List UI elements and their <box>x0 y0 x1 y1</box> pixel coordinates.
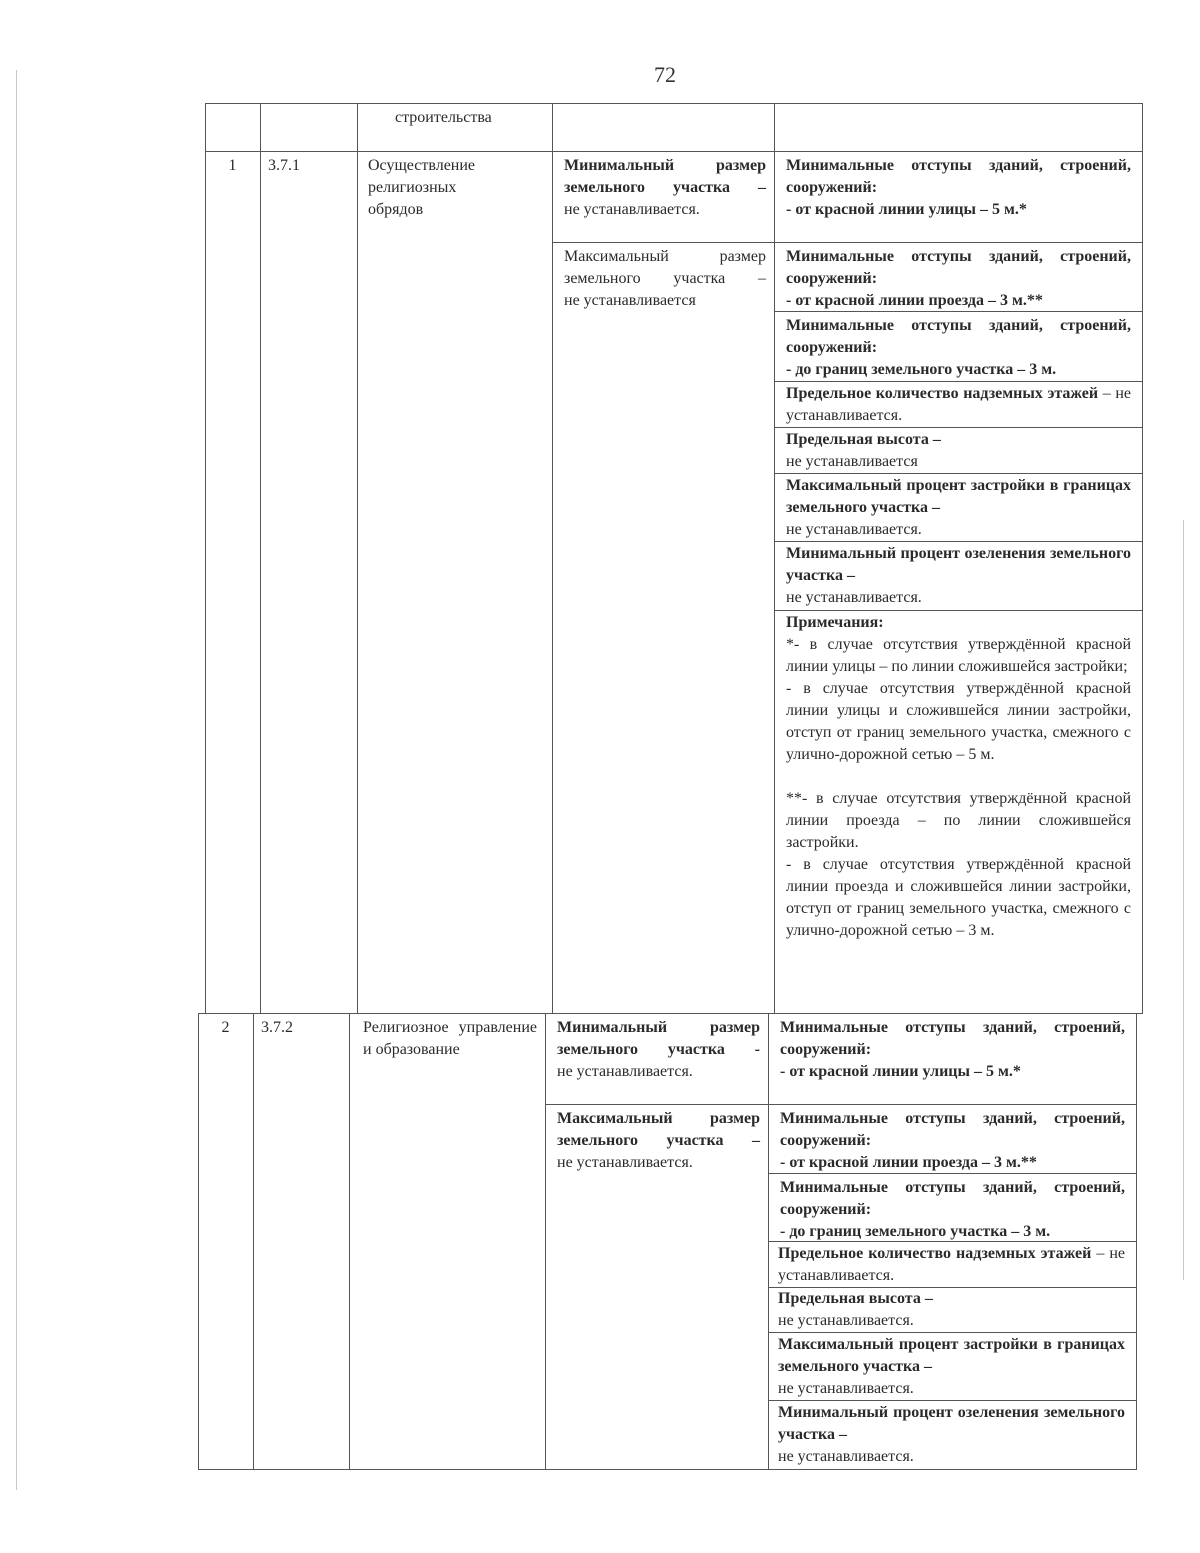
size-title: Минимальный размер земельного участка - <box>557 1019 760 1058</box>
param-value: - до границ земельного участка – 3 м. <box>780 1223 1051 1240</box>
note-spacer <box>786 766 1131 788</box>
continuation-text: строительства <box>395 109 492 126</box>
param-cell <box>774 151 1142 242</box>
notes-cell <box>774 610 1142 1013</box>
param-title: Предельная высота – <box>786 431 941 448</box>
param-cell <box>774 427 1142 473</box>
max-size-cell <box>545 1104 768 1195</box>
param-cell <box>768 1241 1136 1287</box>
use-name-text: Религиозное управление и образование <box>363 1019 537 1058</box>
param-title: Минимальные отступы зданий, строений, сооружений: <box>780 1179 1125 1218</box>
row-code <box>253 1013 349 1043</box>
size-value: не устанавливается. <box>557 1063 693 1080</box>
size-title: Максимальный размер земельного участка – <box>564 248 766 287</box>
row-number-text: 2 <box>221 1019 230 1036</box>
note-item: - в случае отсутствия утверждённой красной линии улицы и сложившейся линии застройки, отступ от границ земельного участка, смежного с улично-дорожной сетью – 5 м. <box>786 680 1131 763</box>
scan-edge-right <box>1183 520 1184 1280</box>
param-title: Минимальный процент озеленения земельного участка – <box>786 545 1131 584</box>
grid-vline <box>774 103 775 152</box>
param-cell <box>768 1013 1136 1104</box>
notes-title: Примечания: <box>786 614 884 631</box>
param-value: не устанавливается. <box>778 1312 914 1329</box>
param-value: – не устанавливается. <box>786 385 1131 424</box>
param-value: не устанавливается. <box>778 1380 914 1397</box>
row-code-text: 3.7.1 <box>268 157 300 174</box>
table-bottom-border <box>198 1469 1137 1470</box>
param-value: не устанавливается. <box>786 521 922 538</box>
grid-vline <box>1142 151 1143 1014</box>
note-item: *- в случае отсутствия утверждённой красной линии улицы – по линии сложившейся застройки; <box>786 636 1131 675</box>
param-value: - от красной линии улицы – 5 м.* <box>780 1063 1021 1080</box>
grid-vline <box>205 151 206 1014</box>
grid-vline <box>198 1013 199 1470</box>
param-cell <box>768 1400 1136 1469</box>
param-value: не устанавливается <box>786 453 918 470</box>
row-number-text: 1 <box>228 157 237 174</box>
param-cell <box>774 311 1142 381</box>
param-title: Предельная высота – <box>778 1290 933 1307</box>
size-title: Минимальный размер земельного участка – <box>564 157 766 196</box>
row-code-text: 3.7.2 <box>261 1019 293 1036</box>
size-value: не устанавливается <box>564 292 696 309</box>
param-cell <box>768 1287 1136 1332</box>
param-cell <box>768 1173 1136 1241</box>
param-cell <box>774 473 1142 541</box>
size-title: Максимальный размер земельного участка – <box>557 1110 760 1149</box>
note-item: - в случае отсутствия утверждённой красной линии проезда и сложившейся линии застройки, отступ от границ земельного участка, смежного с улично-дорожной сетью – 3 м. <box>786 856 1131 939</box>
page-number: 72 <box>654 62 676 87</box>
grid-vline <box>1142 103 1143 152</box>
min-size-cell <box>552 151 774 242</box>
param-cell <box>774 541 1142 610</box>
grid-vline <box>357 151 358 1014</box>
param-title: Минимальные отступы зданий, строений, сооружений: <box>786 157 1131 196</box>
param-value: - от красной линии проезда – 3 м.** <box>780 1154 1037 1171</box>
size-value: не устанавливается. <box>564 201 700 218</box>
param-cell <box>768 1104 1136 1173</box>
row-use-name <box>349 1013 545 1093</box>
grid-vline <box>253 1013 254 1470</box>
row-use-name <box>357 151 552 231</box>
param-value: - до границ земельного участка – 3 м. <box>786 361 1057 378</box>
max-size-cell <box>552 242 774 333</box>
param-title: Минимальные отступы зданий, строений, сооружений: <box>780 1019 1125 1058</box>
param-value: не устанавливается. <box>786 589 922 606</box>
param-value: - от красной линии улицы – 5 м.* <box>786 201 1027 218</box>
min-size-cell <box>545 1013 768 1104</box>
note-item: **- в случае отсутствия утверждённой красной линии проезда – по линии сложившейся застройки. <box>786 790 1131 851</box>
grid-vline <box>205 103 206 152</box>
param-value: – не устанавливается. <box>778 1245 1125 1284</box>
param-title: Предельное количество надземных этажей <box>786 385 1099 402</box>
scan-edge-left <box>16 70 17 1490</box>
size-value: не устанавливается. <box>557 1154 693 1171</box>
param-title: Минимальные отступы зданий, строений, сооружений: <box>780 1110 1125 1149</box>
param-title: Максимальный процент застройки в границах земельного участка – <box>786 477 1131 516</box>
grid-vline <box>552 103 553 152</box>
row-number <box>198 1013 253 1043</box>
grid-vline <box>260 103 261 152</box>
use-name-text: Осуществление религиозных обрядов <box>368 157 476 218</box>
param-cell <box>774 242 1142 311</box>
param-title: Минимальный процент озеленения земельного участка – <box>778 1404 1125 1443</box>
grid-vline <box>260 151 261 1014</box>
row-code <box>260 151 357 181</box>
param-cell <box>768 1332 1136 1400</box>
param-cell <box>774 381 1142 427</box>
table-top-border <box>205 103 1143 104</box>
continuation-cell <box>357 103 552 151</box>
param-title: Минимальные отступы зданий, строений, сооружений: <box>786 317 1131 356</box>
param-title: Максимальный процент застройки в границах земельного участка – <box>778 1336 1125 1375</box>
param-title: Предельное количество надземных этажей <box>778 1245 1092 1262</box>
param-title: Минимальные отступы зданий, строений, сооружений: <box>786 248 1131 287</box>
row-number <box>205 151 260 181</box>
param-value: - от красной линии проезда – 3 м.** <box>786 292 1043 309</box>
param-value: не устанавливается. <box>778 1448 914 1465</box>
